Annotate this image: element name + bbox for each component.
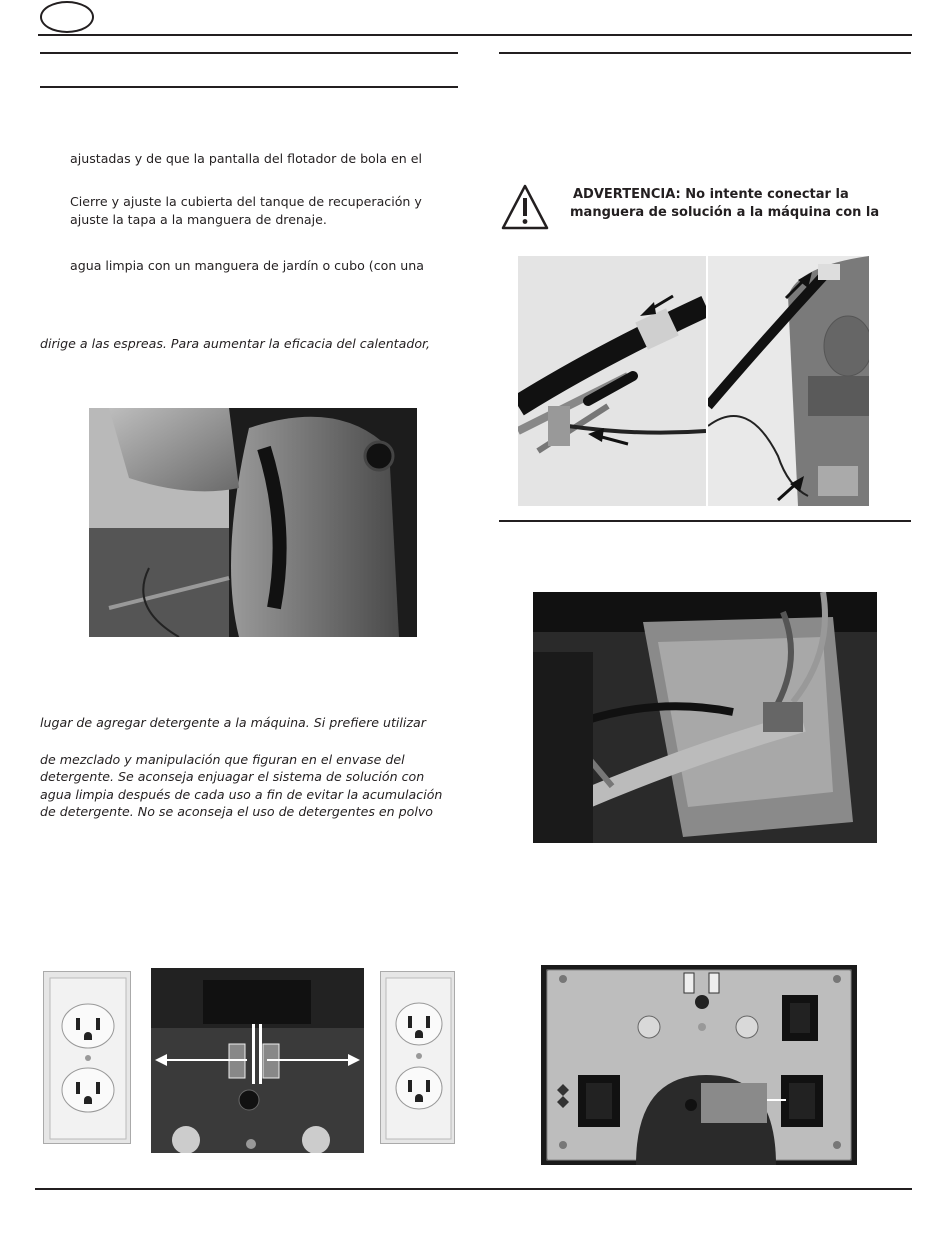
detergent-text: lugar de agregar detergente a la máquina. Si prefiere utilizar [40,715,426,730]
footer-rule [35,1188,912,1190]
warning-text: manguera de solución a la máquina con la [570,205,880,220]
note-text: dirige a las espreas. Para aumentar la eficacia del calentador, [40,336,431,351]
warning-triangle-icon [500,183,550,231]
right-section-rule-top [499,52,911,54]
step-text: ajuste la tapa a la manguera de drenaje. [70,212,327,227]
right-section-rule-middle [499,520,911,522]
left-section-rule-bottom [40,86,458,88]
photo-machine-plugs [151,968,364,1153]
language-indicator [40,1,94,33]
detergent-text: de mezclado y manipulación que figuran en el envase del [40,752,405,767]
step-text: agua limpia con un manguera de jardín o cubo (con una [70,258,424,273]
photo-wand-hose-connection [518,256,706,506]
detergent-text: de detergente. No se aconseja el uso de detergentes en polvo [40,804,433,819]
header-rule [38,34,912,36]
photo-wall-outlet-left [43,971,131,1144]
photo-machine-hose-connection [708,256,869,506]
warning-text: ADVERTENCIA: No intente conectar la [573,187,849,202]
photo-drain-bucket [533,592,877,843]
photo-fill-tank [89,408,417,637]
detergent-text: detergente. Se aconseja enjuagar el sistema de solución con [40,769,425,784]
photo-control-panel [541,965,857,1165]
detergent-text: agua limpia después de cada uso a fin de evitar la acumulación [40,787,443,802]
photo-wall-outlet-right [380,971,455,1144]
step-text: Cierre y ajuste la cubierta del tanque de recuperación y [70,194,422,209]
step-text: ajustadas y de que la pantalla del flotador de bola en el [70,151,422,166]
left-section-rule-top [40,52,458,54]
